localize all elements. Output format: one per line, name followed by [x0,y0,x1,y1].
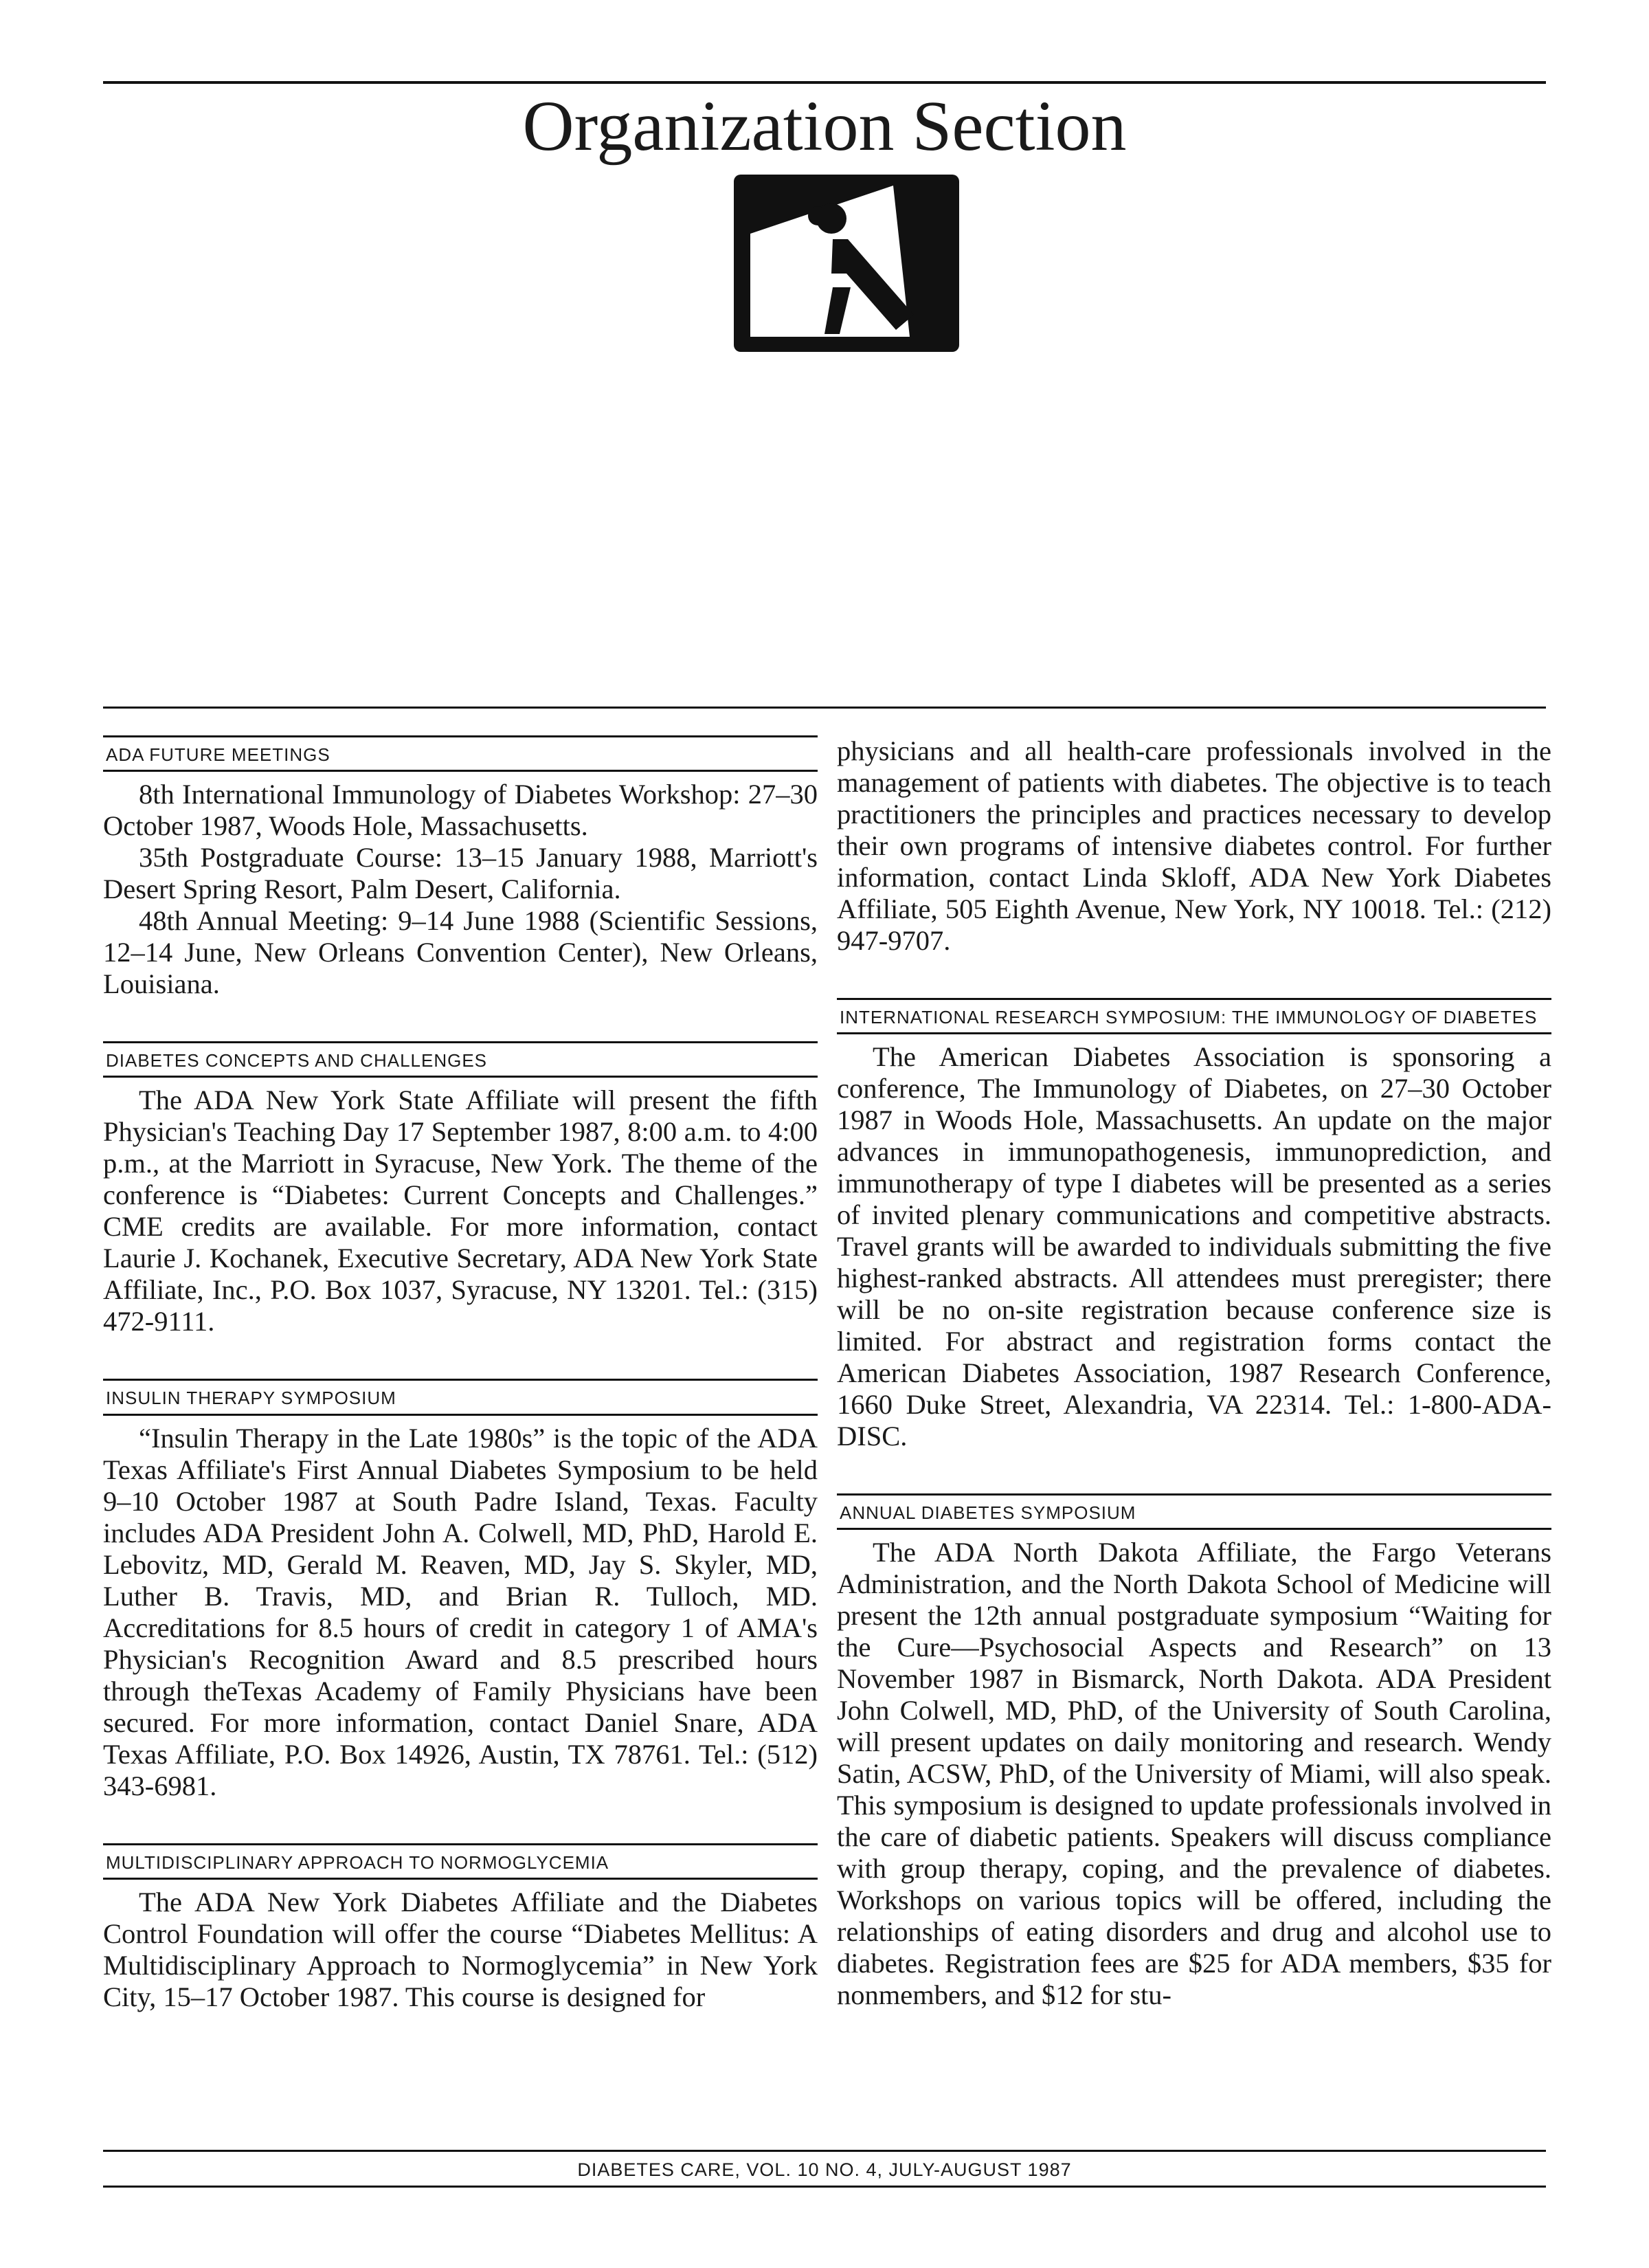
section-immunology-symposium [837,998,1551,1452]
paragraph: The ADA New York Diabetes Affiliate and the Diabetes Control Foundation will offer the course “Diabetes Mellitus: A Multidisciplinary Approach to Normoglycemia” in New York City, 15–17 October 1987. This course is designed for [103,1886,818,2012]
paragraph: The ADA New York State Affiliate will present the fifth Physician's Teaching Day 17 September 1987, 8:00 a.m. to 4:00 p.m., at the Marriott in Syracuse, New York. The theme of the conference is “Diabetes: Current Concepts and Challenges.” CME credits are available. For more information, contact Laurie J. Kochanek, Executive Secretary, ADA New York State Affiliate, Inc., P.O. Box 1037, Syracuse, NY 13201. Tel.: (315) 472-9111. [103,1085,818,1337]
section-heading: ANNUAL DIABETES SYMPOSIUM [837,1493,1551,1530]
ada-organization-logo-icon [730,170,963,356]
section-heading: INSULIN THERAPY SYMPOSIUM [103,1379,818,1415]
section-multidisciplinary [103,1843,818,2013]
section-future-meetings [103,735,818,1000]
section-insulin-therapy [103,1379,818,1801]
section-heading: DIABETES CONCEPTS AND CHALLENGES [103,1041,818,1078]
section-diabetes-concepts [103,1041,818,1337]
paragraph: “Insulin Therapy in the Late 1980s” is the topic of the ADA Texas Affiliate's First Annual Diabetes Symposium to be held 9–10 October 1987 at South Padre Island, Texas. Faculty includes ADA President John A. Colwell, MD, PhD, Harold E. Lebovitz, MD, Gerald M. Reaven, MD, Jay S. Skyler, MD, Luther B. Travis, MD, and Brian R. Tulloch, MD. Accreditations for 8.5 hours of credit in category 1 of AMA's Physician's Recognition Award and 8.5 prescribed hours through theTexas Academy of Family Physicians have been secured. For more information, contact Daniel Snare, ADA Texas Affiliate, P.O. Box 14926, Austin, TX 78761. Tel.: (512) 343-6981. [103,1422,818,1801]
paragraph: physicians and all health-care professionals involved in the management of patients with diabetes. The objective is to teach practitioners the principles and practices necessary to develop their own programs of intensive diabetes control. For further information, contact Linda Skloff, ADA New York Diabetes Affiliate, 505 Eighth Avenue, New York, NY 10018. Tel.: (212) 947-9707. [837,735,1551,956]
paragraph: 48th Annual Meeting: 9–14 June 1988 (Scientific Sessions, 12–14 June, New Orleans Convention Center), New Orleans, Louisiana. [103,905,818,1000]
paragraph: The ADA North Dakota Affiliate, the Fargo Veterans Administration, and the North Dakota School of Medicine will present the 12th annual postgraduate symposium “Waiting for the Cure—Psychosocial Aspects and Research” on 13 November 1987 in Bismarck, North Dakota. ADA President John Colwell, MD, PhD, of the University of South Carolina, will present updates on daily monitoring and research. Wendy Satin, ACSW, PhD, of the University of Miami, will also speak. This symposium is designed to update professionals involved in the care of diabetic patients. Speakers will discuss compliance with group therapy, coping, and the prevalence of diabetes. Workshops on various topics will be offered, including the relationships of eating disorders and drug and alcohol use to diabetes. Registration fees are $25 for ADA members, $35 for nonmembers, and $12 for stu- [837,1537,1551,2011]
section-multidisciplinary-continued [837,735,1551,957]
footer-citation: DIABETES CARE, VOL. 10 NO. 4, JULY-AUGUST 1987 [577,2159,1072,2180]
footer-top-rule [103,2150,1546,2152]
section-annual-symposium [837,1493,1551,2011]
footer-bottom-rule [103,2186,1546,2188]
paragraph: The American Diabetes Association is sponsoring a conference, The Immunology of Diabetes, on 27–30 October 1987 in Woods Hole, Massachusetts. An update on the major advances in immunopathogenesis, immunoprediction, and immunotherapy of type I diabetes will be presented as a series of invited plenary communications and competitive abstracts. Travel grants will be awarded to individuals submitting the five highest-ranked abstracts. All attendees must preregister; there will be no on-site registration because conference size is limited. For abstract and registration forms contact the American Diabetes Association, 1987 Research Conference, 1660 Duke Street, Alexandria, VA 22314. Tel.: 1-800-ADA-DISC. [837,1041,1551,1452]
paragraph: 35th Postgraduate Course: 13–15 January 1988, Marriott's Desert Spring Resort, Palm Desert, California. [103,842,818,905]
left-column [103,735,818,2013]
right-column [837,735,1551,2011]
paragraph: 8th International Immunology of Diabetes Workshop: 27–30 October 1987, Woods Hole, Massachusetts. [103,779,818,842]
section-divider-rule [103,707,1546,709]
page-title: Organization Section [522,87,1127,166]
section-heading: MULTIDISCIPLINARY APPROACH TO NORMOGLYCEMIA [103,1843,818,1880]
section-heading: INTERNATIONAL RESEARCH SYMPOSIUM: THE IMMUNOLOGY OF DIABETES [837,998,1551,1034]
top-rule [103,81,1546,84]
section-heading: ADA FUTURE MEETINGS [103,735,818,772]
